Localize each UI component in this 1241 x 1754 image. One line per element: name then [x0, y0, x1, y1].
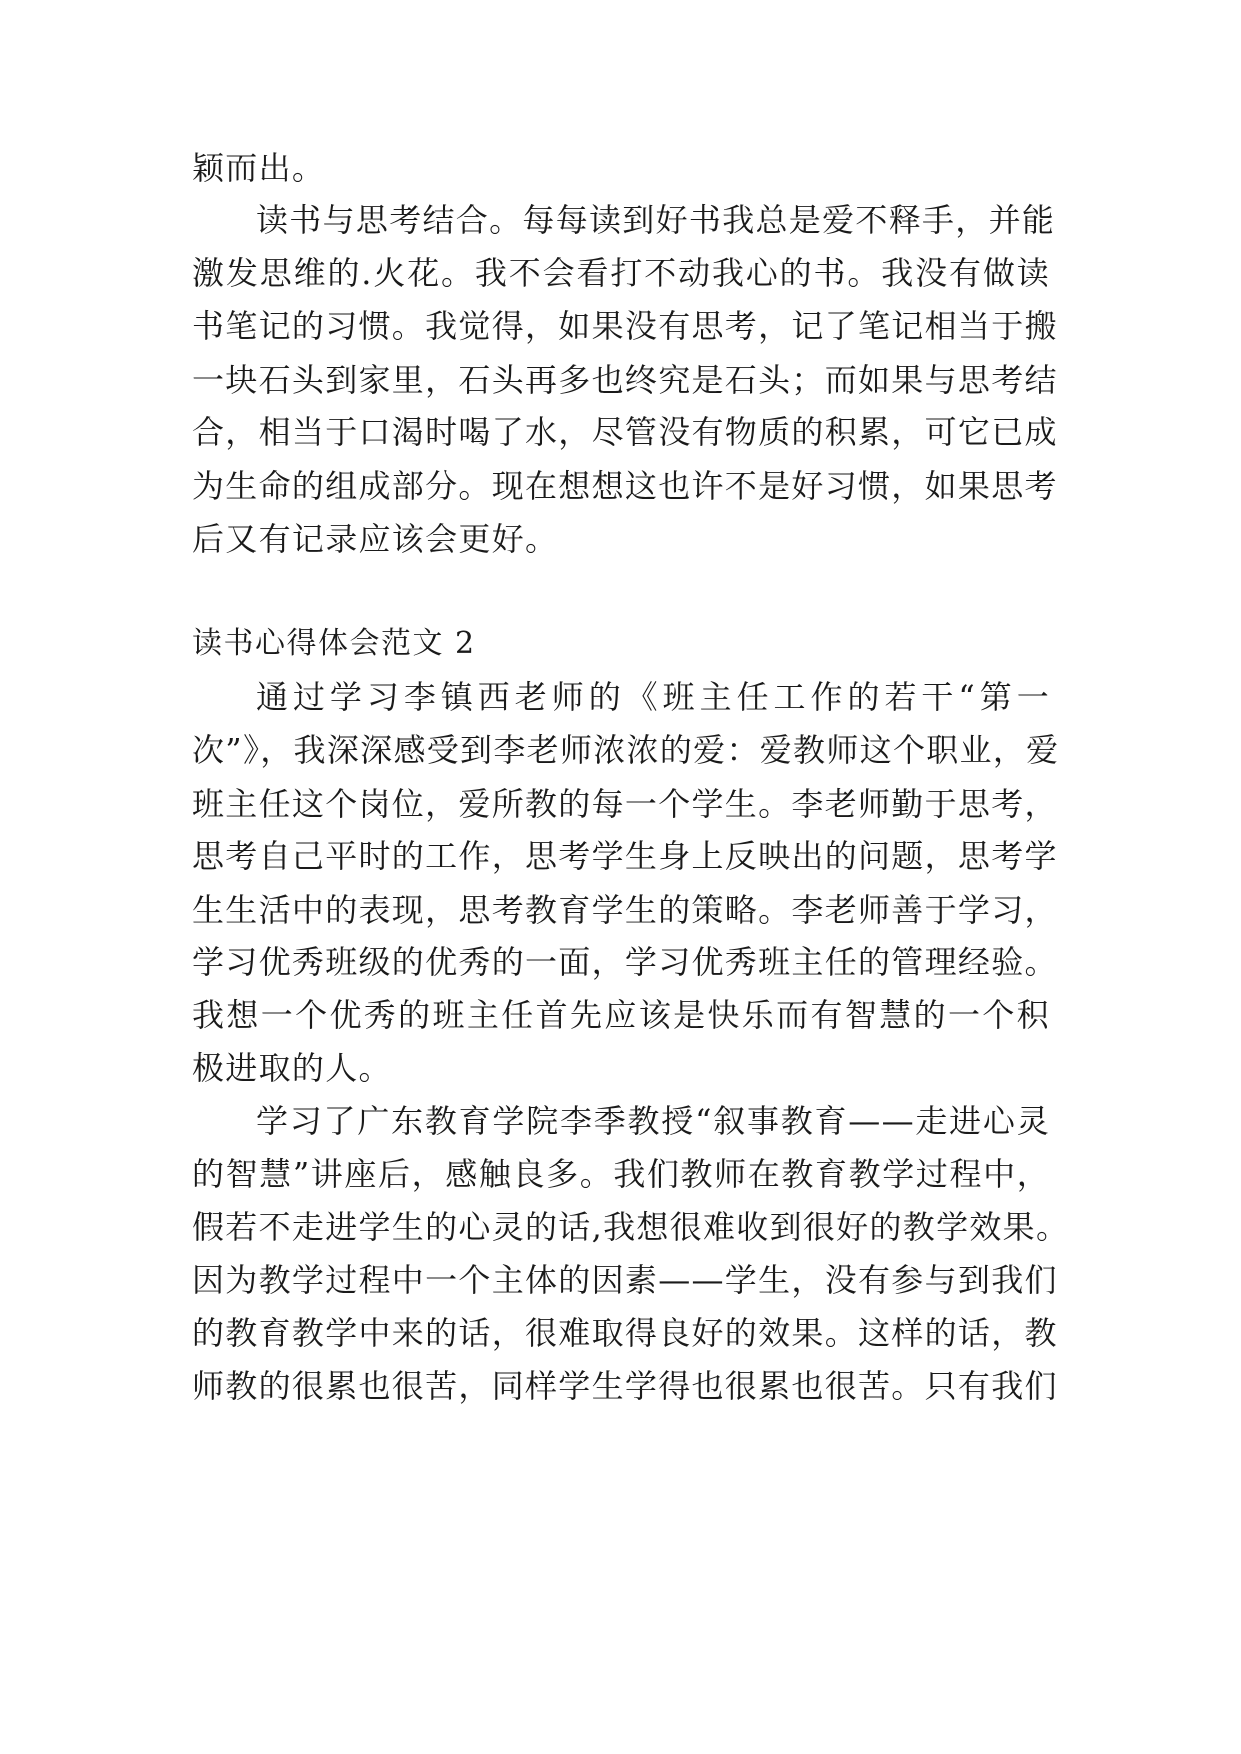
paragraph-line: 思考自己平时的工作，思考学生身上反映出的问题，思考学: [192, 837, 1058, 875]
paragraph-line: 假若不走进学生的心灵的话,我想很难收到很好的教学效果。: [192, 1208, 1070, 1246]
paragraph-line: 读书与思考结合。每每读到好书我总是爱不释手，并能: [256, 201, 1056, 239]
paragraph-line: 后又有记录应该会更好。: [192, 520, 559, 558]
paragraph-line: 生生活中的表现，思考教育学生的策略。李老师善于学习，: [192, 891, 1058, 929]
paragraph-line: 一块石头到家里，石头再多也终究是石头；而如果与思考结: [192, 361, 1058, 399]
paragraph-line: 师教的很累也很苦，同样学生学得也很累也很苦。只有我们: [192, 1367, 1058, 1405]
paragraph-line: 我想一个优秀的班主任首先应该是快乐而有智慧的一个积: [192, 996, 1050, 1034]
paragraph-line: 书笔记的习惯。我觉得，如果没有思考，记了笔记相当于搬: [192, 307, 1058, 345]
paragraph-line: 激发思维的.火花。我不会看打不动我心的书。我没有做读: [192, 254, 1050, 292]
paragraph-line: 班主任这个岗位，爱所教的每一个学生。李老师勤于思考，: [192, 785, 1058, 823]
paragraph-line: 合，相当于口渴时喝了水，尽管没有物质的积累，可它已成: [192, 413, 1058, 451]
paragraph-line: 颖而出。: [192, 149, 326, 187]
paragraph-line: 极进取的人。: [192, 1049, 392, 1087]
section-heading: 读书心得体会范文 2: [192, 626, 476, 661]
paragraph-line: 为生命的组成部分。现在想想这也许不是好习惯，如果思考: [192, 467, 1058, 505]
paragraph-line: 通过学习李镇西老师的《班主任工作的若干“第一: [256, 678, 1050, 716]
paragraph-line: 学习优秀班级的优秀的一面，学习优秀班主任的管理经验。: [192, 943, 1058, 981]
paragraph-line: 学习了广东教育学院李季教授“叙事教育——走进心灵: [256, 1102, 1050, 1140]
paragraph-line: 的教育教学中来的话，很难取得良好的效果。这样的话，教: [192, 1314, 1058, 1352]
paragraph-line: 的智慧”讲座后，感触良多。我们教师在教育教学过程中，: [192, 1155, 1050, 1193]
paragraph-line: 因为教学过程中一个主体的因素——学生，没有参与到我们: [192, 1261, 1058, 1299]
paragraph-line: 次”》，我深深感受到李老师浓浓的爱：爱教师这个职业，爱: [192, 731, 1060, 769]
